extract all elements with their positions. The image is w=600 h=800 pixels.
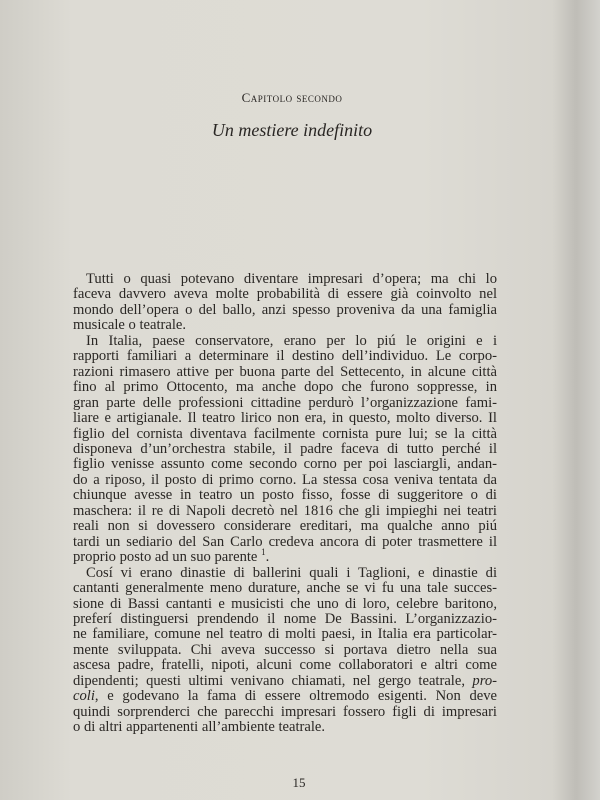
text-line [73,674,497,689]
text-line [73,643,497,658]
text-segment: razioni rimasero attive per buona parte del Settecento, in alcune città [73,363,497,380]
text-line [73,442,497,457]
text-line [73,349,497,364]
text-segment: ne familiare, comune nel teatro di molti paesi, in Italia era particolar- [73,626,497,643]
text-segment: liare e artigianale. Il teatro lirico non era, in questo, molto diverso. Il [73,410,497,427]
text-line [73,504,497,519]
text-line [73,566,497,581]
text-line [73,318,497,333]
text-segment: preferí distinguersi prendendo il nome De Bassini. L’organizzazio- [73,610,497,627]
text-line [73,488,497,503]
chapter-label: Capitolo secondo [241,90,343,105]
text-segment: gran parte delle professioni cittadine perdurò l’organizzazione fami- [73,394,497,411]
text-line [73,547,497,566]
text-segment: Cosí vi erano dinastie di ballerini quali i Taglioni, e dinastie di [86,564,497,581]
text-line [73,365,497,380]
text-line [73,581,497,596]
text-segment: o di altri appartenenti all’ambiente teatrale. [73,719,326,736]
text-segment: mondo dell’opera o del ballo, anzi spesso proveniva da una famiglia [73,301,497,318]
text-segment: chiunque avesse in teatro un posto fisso, fosse di suggeritore o di [73,487,497,504]
footnote-marker: 1 [261,547,266,558]
text-segment: do a riposo, il posto di primo corno. La stessa cosa veniva tentata da [73,471,497,488]
text-line [73,658,497,673]
text-segment: musicale o teatrale. [73,317,187,334]
text-segment: ascesa padre, fratelli, nipoti, alcuni come collaboratori e altri come [73,657,497,674]
text-segment: sione di Bassi cantanti e musicisti che uno di loro, celebre baritono, [73,595,497,612]
text-line [73,380,497,395]
text-line [73,427,497,442]
text-line [73,473,497,488]
text-segment: disponeva d’un’orchestra stabile, il padre faceva di tutto perché il [73,440,497,457]
chapter-title: Un mestiere indefinito [211,120,373,140]
text-segment: figlio venisse assunto come secondo corno per poi lasciargli, andan- [73,456,497,473]
text-line [73,334,497,349]
text-segment: Tutti o quasi potevano diventare impresari d’opera; ma chi lo [86,271,497,287]
text-segment: faceva davvero aveva molte probabilità di essere già coinvolto nel [73,286,497,303]
text-line [73,720,497,735]
text-line [73,396,497,411]
text-segment: mente sviluppata. Chi aveva successo si portava dietro nella sua [73,641,497,658]
text-line [73,597,497,612]
text-segment: In Italia, paese conservatore, erano per lo piú le origini e i [86,332,497,349]
text-segment: pro- [472,672,497,689]
text-segment: tardi un sediario del San Carlo credeva ancora di poter trasmettere il [73,533,497,550]
text-line [73,303,497,318]
text-line [73,689,497,704]
text-segment: . [265,549,270,566]
text-line [73,627,497,642]
body-text [73,272,497,736]
page-number: 15 [292,775,306,790]
text-line [73,287,497,302]
text-line [73,535,497,550]
text-segment: proprio posto ad un suo parente [73,549,262,566]
text-segment: , e godevano la fama di essere oltremodo esigenti. Non deve [94,688,497,705]
text-segment: fino al primo Ottocento, ma anche dopo che furono soppresse, in [73,379,497,396]
text-line [73,457,497,472]
text-segment: figlio del cornista diventava facilmente cornista pure lui; se la città [73,425,497,442]
text-segment: coli [73,688,95,705]
text-segment: maschera: il re di Napoli decretò nel 1816 che gli impieghi nei teatri [73,502,497,519]
text-segment: cantanti generalmente meno durature, anche se vi fu una tale succes- [73,580,497,597]
text-segment: quindi sorprenderci che parecchi impresari fossero figli di impresari [73,703,497,720]
text-line [73,411,497,426]
text-segment: rapporti familiari a determinare il destino dell’individuo. Le corpo- [73,348,497,365]
text-segment: reali non si dovessero considerare ereditari, ma qualche anno piú [73,518,497,535]
text-line [73,519,497,534]
text-line [73,705,497,720]
text-segment: dipendenti; questi ultimi venivano chiamati, nel gergo teatrale, [73,672,473,689]
text-line [73,612,497,627]
text-line [73,272,497,287]
